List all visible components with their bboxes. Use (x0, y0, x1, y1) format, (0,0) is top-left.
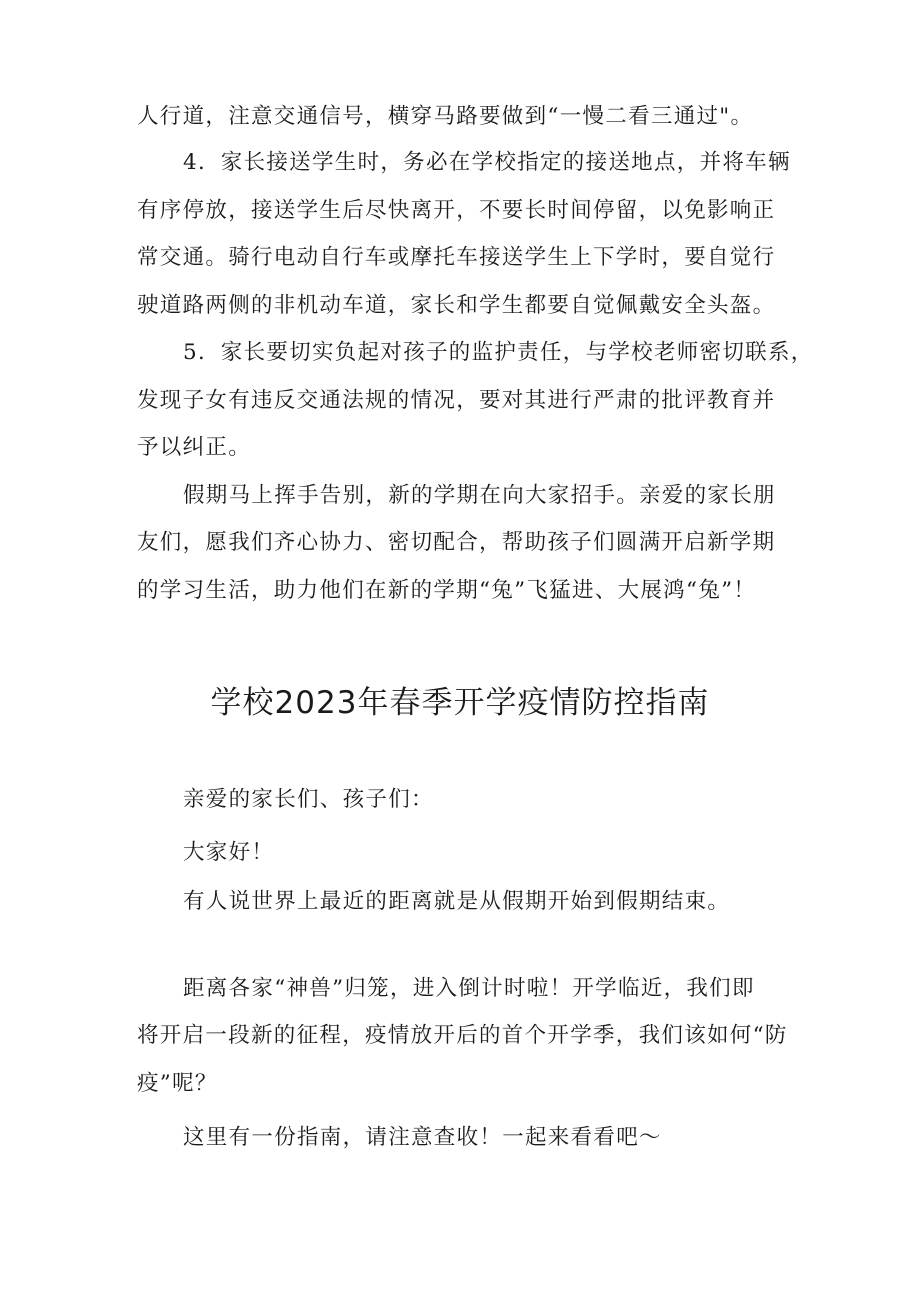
paragraph-line: 将开启一段新的征程，疫情放开后的首个开学季，我们该如何“防 (137, 1023, 788, 1048)
section-title: 学校2023年春季开学疫情防控指南 (210, 685, 710, 721)
paragraph-line: 常交通。骑行电动自行车或摩托车接送学生上下学时，要自觉行 (137, 245, 776, 270)
paragraph-line: 友们，愿我们齐心协力、密切配合，帮助孩子们圆满开启新学期 (137, 530, 776, 555)
paragraph-line: 发现子女有违反交通法规的情况，要对其进行严肃的批评教育并 (137, 388, 776, 413)
paragraph-line: 予以纠正。 (137, 435, 252, 460)
paragraph-line: 有序停放，接送学生后尽快离开，不要长时间停留，以免影响正 (137, 198, 776, 223)
paragraph-line: 驶道路两侧的非机动车道，家长和学生都要自觉佩戴安全头盔。 (137, 293, 776, 318)
paragraph-line: 假期马上挥手告别，新的学期在向大家招手。亲爱的家长朋 (183, 483, 776, 508)
paragraph-line: 有人说世界上最近的距离就是从假期开始到假期结束。 (183, 889, 731, 914)
paragraph-line: 人行道，注意交通信号，横穿马路要做到“一慢二看三通过"。 (137, 104, 754, 129)
paragraph-line: 距离各家“神兽”归笼，进入倒计时啦！开学临近，我们即 (183, 976, 755, 1001)
paragraph-line: 5．家长要切实负起对孩子的监护责任，与学校老师密切联系， (183, 340, 814, 365)
paragraph-line: 疫”呢？ (137, 1071, 218, 1096)
greeting: 大家好！ (183, 840, 275, 865)
salutation: 亲爱的家长们、孩子们： (183, 787, 434, 812)
paragraph-line: 的学习生活，助力他们在新的学期“兔”飞猛进、大展鸿“兔”！ (137, 578, 757, 603)
paragraph-line: 这里有一份指南，请注意查收！一起来看看吧～ (183, 1125, 662, 1150)
paragraph-line: 4．家长接送学生时，务必在学校指定的接送地点，并将车辆 (183, 150, 791, 175)
